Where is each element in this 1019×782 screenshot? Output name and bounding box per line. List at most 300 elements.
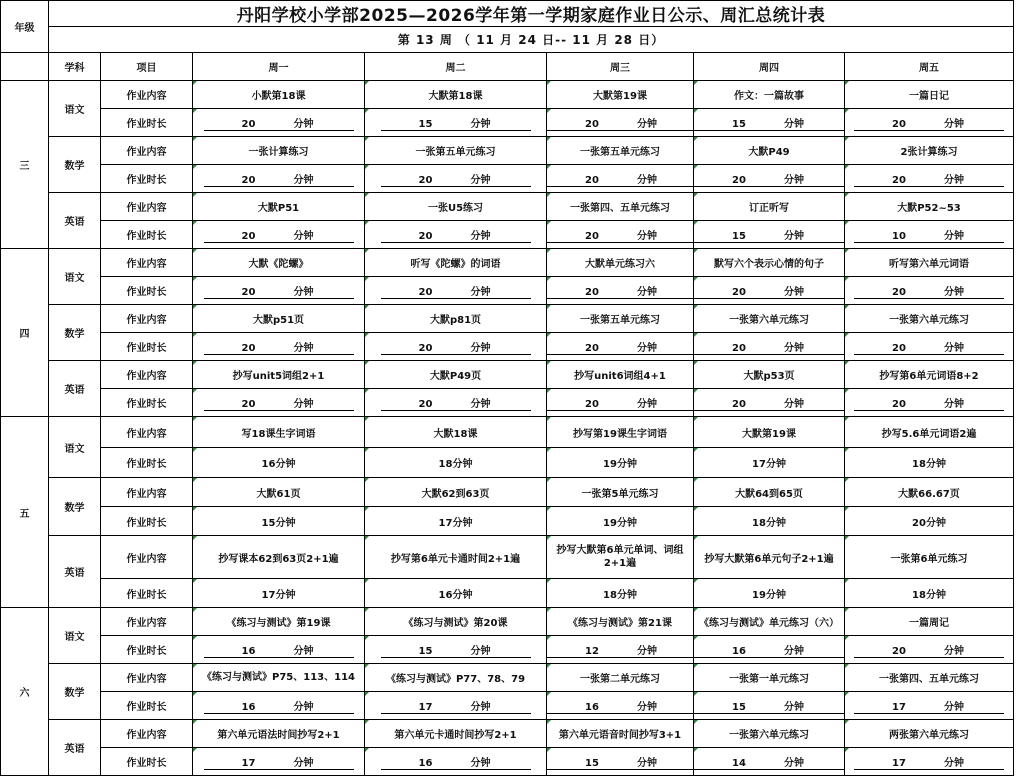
duration-value-wrap (204, 642, 354, 658)
duration-value: 20 (204, 119, 294, 131)
homework-content-fri: 抄写第6单元词语8+2 (845, 361, 1014, 389)
duration-value-wrap (204, 171, 354, 187)
table-row (1, 277, 1014, 305)
homework-duration-mon: 15分钟 (193, 507, 365, 536)
homework-content-tue: 抄写第6单元卡通时间2+1遍 (365, 536, 547, 579)
duration-value-wrap (547, 395, 694, 411)
homework-duration-fri (845, 221, 1014, 249)
subject-label: 语文 (49, 417, 101, 478)
homework-duration-thu: 17分钟 (694, 448, 845, 478)
duration-unit: 分钟 (471, 698, 531, 714)
homework-duration-wed (547, 692, 694, 720)
table-row (1, 664, 1014, 692)
duration-value: 20 (547, 119, 637, 131)
duration-value: 20 (204, 287, 294, 299)
homework-content-mon: 抄写课本62到63页2+1遍 (193, 536, 365, 579)
item-label-duration: 作业时长 (101, 109, 193, 137)
duration-unit: 分钟 (637, 642, 694, 658)
duration-value-wrap (854, 339, 1004, 355)
homework-content-wed: 抄写第19课生字词语 (547, 417, 694, 448)
duration-value-wrap (547, 171, 694, 187)
homework-duration-mon (193, 748, 365, 776)
table-row (1, 748, 1014, 776)
duration-unit: 分钟 (944, 754, 1004, 770)
duration-value: 20 (547, 231, 637, 243)
homework-duration-mon (193, 277, 365, 305)
homework-duration-wed (547, 221, 694, 249)
homework-content-tue: 大默p81页 (365, 305, 547, 333)
homework-duration-tue (365, 692, 547, 720)
subject-label: 语文 (49, 249, 101, 305)
duration-value: 20 (381, 287, 471, 299)
duration-value-wrap (204, 115, 354, 131)
homework-duration-wed (547, 165, 694, 193)
duration-value: 20 (547, 175, 637, 187)
homework-duration-tue (365, 165, 547, 193)
duration-unit: 分钟 (784, 115, 844, 131)
homework-content-thu: 作文：一篇故事 (694, 81, 845, 109)
homework-duration-tue: 16分钟 (365, 579, 547, 608)
table-row (1, 579, 1014, 608)
homework-content-fri: 一篇周记 (845, 608, 1014, 636)
item-label-content: 作业内容 (101, 608, 193, 636)
duration-value-wrap (381, 395, 531, 411)
homework-content-fri: 一张第6单元练习 (845, 536, 1014, 579)
homework-content-fri: 一篇日记 (845, 81, 1014, 109)
table-row (1, 636, 1014, 664)
duration-value: 20 (204, 231, 294, 243)
homework-content-mon: 第六单元语法时间抄写2+1 (193, 720, 365, 748)
homework-duration-mon (193, 389, 365, 417)
homework-content-wed: 一张第二单元练习 (547, 664, 694, 692)
duration-unit: 分钟 (944, 698, 1004, 714)
duration-value: 10 (854, 231, 944, 243)
item-label-duration: 作业时长 (101, 579, 193, 608)
table-row (1, 608, 1014, 636)
duration-value: 20 (204, 175, 294, 187)
homework-content-fri: 两张第六单元练习 (845, 720, 1014, 748)
subject-label: 英语 (49, 720, 101, 776)
homework-content-fri: 一张第四、五单元练习 (845, 664, 1014, 692)
homework-duration-wed (547, 333, 694, 361)
homework-duration-tue (365, 748, 547, 776)
duration-value-wrap (381, 171, 531, 187)
duration-value: 20 (854, 175, 944, 187)
homework-content-tue: 一张第五单元练习 (365, 137, 547, 165)
duration-value: 20 (854, 287, 944, 299)
duration-value: 20 (381, 399, 471, 411)
homework-duration-wed (547, 389, 694, 417)
homework-content-wed: 抄写大默第6单元单词、词组2+1遍 (547, 536, 694, 579)
duration-unit: 分钟 (944, 339, 1004, 355)
duration-value-wrap (381, 283, 531, 299)
duration-unit: 分钟 (637, 115, 694, 131)
homework-content-wed: 大默第19课 (547, 81, 694, 109)
homework-duration-wed (547, 748, 694, 776)
homework-content-wed: 抄写unit6词组4+1 (547, 361, 694, 389)
duration-value-wrap (854, 754, 1004, 770)
homework-duration-fri (845, 636, 1014, 664)
duration-unit: 分钟 (784, 642, 844, 658)
homework-duration-thu (694, 748, 845, 776)
duration-value-wrap (204, 395, 354, 411)
homework-duration-tue: 17分钟 (365, 507, 547, 536)
item-label-duration: 作业时长 (101, 692, 193, 720)
duration-value-wrap (547, 642, 694, 658)
duration-value: 20 (694, 175, 784, 187)
homework-content-thu: 一张第一单元练习 (694, 664, 845, 692)
homework-content-mon: 《练习与测试》第19课 (193, 608, 365, 636)
item-label-duration: 作业时长 (101, 389, 193, 417)
item-label-content: 作业内容 (101, 81, 193, 109)
homework-duration-thu: 19分钟 (694, 579, 845, 608)
homework-content-fri: 大默66.67页 (845, 478, 1014, 507)
duration-value-wrap (854, 115, 1004, 131)
duration-value-wrap (854, 698, 1004, 714)
homework-duration-thu (694, 277, 845, 305)
duration-unit: 分钟 (784, 283, 844, 299)
homework-content-mon: 小默第18课 (193, 81, 365, 109)
day-header-thu: 周四 (694, 53, 845, 81)
duration-unit: 分钟 (471, 642, 531, 658)
table-row (1, 692, 1014, 720)
duration-value: 20 (381, 175, 471, 187)
duration-value-wrap (694, 115, 844, 131)
duration-value-wrap (854, 395, 1004, 411)
subject-label: 数学 (49, 478, 101, 536)
item-label-content: 作业内容 (101, 361, 193, 389)
duration-value: 20 (854, 646, 944, 658)
duration-value-wrap (694, 642, 844, 658)
duration-unit: 分钟 (784, 227, 844, 243)
duration-unit: 分钟 (784, 754, 844, 770)
duration-value-wrap (547, 115, 694, 131)
duration-unit: 分钟 (294, 115, 354, 131)
duration-unit: 分钟 (471, 227, 531, 243)
duration-value-wrap (547, 754, 694, 770)
homework-content-mon: 一张计算练习 (193, 137, 365, 165)
duration-value: 20 (547, 399, 637, 411)
homework-content-thu: 一张第六单元练习 (694, 305, 845, 333)
homework-duration-thu (694, 109, 845, 137)
duration-unit: 分钟 (294, 339, 354, 355)
homework-content-tue: 一张U5练习 (365, 193, 547, 221)
homework-content-thu: 一张第六单元练习 (694, 720, 845, 748)
homework-duration-mon (193, 333, 365, 361)
duration-value-wrap (381, 754, 531, 770)
homework-content-wed: 第六单元语音时间抄写3+1 (547, 720, 694, 748)
duration-value: 17 (854, 758, 944, 770)
duration-unit: 分钟 (637, 754, 694, 770)
item-label-duration: 作业时长 (101, 221, 193, 249)
duration-value: 20 (547, 343, 637, 355)
homework-content-fri: 一张第六单元练习 (845, 305, 1014, 333)
homework-content-tue: 听写《陀螺》的词语 (365, 249, 547, 277)
duration-value: 17 (204, 758, 294, 770)
homework-content-mon: 《练习与测试》P75、113、114 (193, 664, 365, 692)
duration-unit: 分钟 (944, 642, 1004, 658)
homework-duration-thu (694, 389, 845, 417)
duration-value: 20 (854, 343, 944, 355)
homework-duration-thu (694, 636, 845, 664)
duration-unit: 分钟 (471, 283, 531, 299)
homework-content-tue: 大默18课 (365, 417, 547, 448)
table-row (1, 165, 1014, 193)
duration-value: 20 (204, 343, 294, 355)
week-label: 第 13 周 （ 11 月 24 日-- 11 月 28 日） (49, 27, 1014, 53)
duration-value: 20 (204, 399, 294, 411)
homework-content-fri: 2张计算练习 (845, 137, 1014, 165)
homework-duration-wed: 19分钟 (547, 448, 694, 478)
item-label-content: 作业内容 (101, 193, 193, 221)
homework-content-mon: 大默《陀螺》 (193, 249, 365, 277)
item-label-content: 作业内容 (101, 478, 193, 507)
homework-content-mon: 写18课生字词语 (193, 417, 365, 448)
item-label-content: 作业内容 (101, 720, 193, 748)
homework-duration-mon: 17分钟 (193, 579, 365, 608)
homework-content-wed: 大默单元练习六 (547, 249, 694, 277)
homework-duration-fri (845, 277, 1014, 305)
item-header: 项目 (101, 53, 193, 81)
duration-value: 14 (694, 758, 784, 770)
subject-label: 英语 (49, 361, 101, 417)
homework-duration-wed (547, 109, 694, 137)
homework-content-mon: 大默P51 (193, 193, 365, 221)
table-row (1, 536, 1014, 579)
homework-content-fri: 听写第六单元词语 (845, 249, 1014, 277)
duration-value-wrap (694, 395, 844, 411)
duration-unit: 分钟 (294, 642, 354, 658)
homework-content-thu: 大默第19课 (694, 417, 845, 448)
grade-label: 六 (1, 608, 49, 776)
item-label-duration: 作业时长 (101, 636, 193, 664)
homework-duration-thu (694, 221, 845, 249)
duration-value: 15 (547, 758, 637, 770)
homework-duration-wed (547, 277, 694, 305)
duration-value: 15 (694, 231, 784, 243)
duration-unit: 分钟 (294, 698, 354, 714)
duration-value: 20 (854, 399, 944, 411)
item-label-duration: 作业时长 (101, 277, 193, 305)
duration-unit: 分钟 (294, 283, 354, 299)
table-row (1, 333, 1014, 361)
duration-value: 15 (381, 646, 471, 658)
duration-value-wrap (694, 227, 844, 243)
duration-unit: 分钟 (294, 227, 354, 243)
homework-duration-thu: 18分钟 (694, 507, 845, 536)
duration-unit: 分钟 (294, 171, 354, 187)
duration-unit: 分钟 (784, 395, 844, 411)
table-row (1, 478, 1014, 507)
homework-content-wed: 一张第五单元练习 (547, 305, 694, 333)
homework-duration-tue: 18分钟 (365, 448, 547, 478)
duration-value-wrap (204, 227, 354, 243)
homework-content-fri: 大默P52~53 (845, 193, 1014, 221)
subject-label: 英语 (49, 536, 101, 608)
homework-content-thu: 默写六个表示心情的句子 (694, 249, 845, 277)
table-row (1, 417, 1014, 448)
duration-unit: 分钟 (784, 339, 844, 355)
duration-value-wrap (204, 339, 354, 355)
homework-content-tue: 大默P49页 (365, 361, 547, 389)
homework-content-mon: 大默p51页 (193, 305, 365, 333)
duration-value: 15 (694, 119, 784, 131)
duration-value: 20 (694, 287, 784, 299)
homework-content-wed: 一张第四、五单元练习 (547, 193, 694, 221)
duration-value-wrap (381, 227, 531, 243)
duration-value-wrap (204, 698, 354, 714)
homework-content-mon: 抄写unit5词组2+1 (193, 361, 365, 389)
table-row (1, 507, 1014, 536)
duration-value: 17 (381, 702, 471, 714)
homework-duration-tue (365, 636, 547, 664)
duration-value-wrap (694, 339, 844, 355)
homework-duration-fri (845, 389, 1014, 417)
item-label-content: 作业内容 (101, 249, 193, 277)
table-row (1, 193, 1014, 221)
homework-content-wed: 《练习与测试》第21课 (547, 608, 694, 636)
homework-duration-wed: 19分钟 (547, 507, 694, 536)
homework-content-tue: 第六单元卡通时间抄写2+1 (365, 720, 547, 748)
duration-value: 16 (547, 702, 637, 714)
item-label-content: 作业内容 (101, 305, 193, 333)
homework-duration-fri: 18分钟 (845, 448, 1014, 478)
homework-duration-fri (845, 109, 1014, 137)
duration-value: 12 (547, 646, 637, 658)
homework-content-wed: 一张第5单元练习 (547, 478, 694, 507)
subject-label: 数学 (49, 305, 101, 361)
duration-value-wrap (381, 642, 531, 658)
item-label-duration: 作业时长 (101, 448, 193, 478)
homework-duration-tue (365, 221, 547, 249)
homework-content-thu: 订正听写 (694, 193, 845, 221)
homework-duration-thu (694, 165, 845, 193)
duration-unit: 分钟 (944, 171, 1004, 187)
duration-unit: 分钟 (294, 395, 354, 411)
duration-value-wrap (854, 642, 1004, 658)
duration-unit: 分钟 (637, 227, 694, 243)
duration-value-wrap (381, 115, 531, 131)
duration-value-wrap (547, 698, 694, 714)
day-header-fri: 周五 (845, 53, 1014, 81)
duration-value-wrap (694, 698, 844, 714)
duration-value: 16 (381, 758, 471, 770)
homework-duration-tue (365, 277, 547, 305)
duration-unit: 分钟 (784, 171, 844, 187)
table-row (1, 137, 1014, 165)
homework-duration-fri (845, 165, 1014, 193)
duration-value: 16 (204, 702, 294, 714)
duration-unit: 分钟 (471, 339, 531, 355)
table-row (1, 109, 1014, 137)
table-row (1, 221, 1014, 249)
duration-value-wrap (547, 227, 694, 243)
homework-content-tue: 《练习与测试》第20课 (365, 608, 547, 636)
duration-unit: 分钟 (944, 395, 1004, 411)
item-label-content: 作业内容 (101, 536, 193, 579)
duration-value-wrap (694, 283, 844, 299)
table-row (1, 389, 1014, 417)
duration-value-wrap (694, 754, 844, 770)
homework-content-thu: 大默p53页 (694, 361, 845, 389)
item-label-content: 作业内容 (101, 664, 193, 692)
day-header-mon: 周一 (193, 53, 365, 81)
homework-duration-fri: 18分钟 (845, 579, 1014, 608)
homework-duration-mon (193, 692, 365, 720)
homework-content-thu: 《练习与测试》单元练习（六） (694, 608, 845, 636)
duration-value: 15 (381, 119, 471, 131)
duration-value: 16 (694, 646, 784, 658)
duration-value-wrap (204, 283, 354, 299)
duration-unit: 分钟 (637, 395, 694, 411)
duration-value-wrap (547, 339, 694, 355)
duration-unit: 分钟 (944, 227, 1004, 243)
grade-label: 四 (1, 249, 49, 417)
duration-value-wrap (854, 171, 1004, 187)
duration-value-wrap (854, 283, 1004, 299)
table-row (1, 305, 1014, 333)
duration-value: 17 (854, 702, 944, 714)
duration-unit: 分钟 (471, 115, 531, 131)
homework-content-fri: 抄写5.6单元词语2遍 (845, 417, 1014, 448)
homework-duration-fri (845, 748, 1014, 776)
duration-unit: 分钟 (784, 698, 844, 714)
duration-unit: 分钟 (944, 115, 1004, 131)
table-row (1, 361, 1014, 389)
duration-value-wrap (547, 283, 694, 299)
item-label-duration: 作业时长 (101, 748, 193, 776)
subject-label: 语文 (49, 608, 101, 664)
homework-duration-mon (193, 636, 365, 664)
homework-content-wed: 一张第五单元练习 (547, 137, 694, 165)
subject-label: 语文 (49, 81, 101, 137)
duration-unit: 分钟 (637, 283, 694, 299)
homework-duration-wed: 18分钟 (547, 579, 694, 608)
homework-duration-fri (845, 333, 1014, 361)
homework-duration-wed (547, 636, 694, 664)
homework-duration-fri: 20分钟 (845, 507, 1014, 536)
sheet-title: 丹阳学校小学部2025—2026学年第一学期家庭作业日公示、周汇总统计表 (49, 1, 1014, 27)
table-row (1, 81, 1014, 109)
homework-content-mon: 大默61页 (193, 478, 365, 507)
subject-label: 数学 (49, 137, 101, 193)
item-label-duration: 作业时长 (101, 333, 193, 361)
homework-duration-tue (365, 389, 547, 417)
grade-label: 五 (1, 417, 49, 608)
item-label-duration: 作业时长 (101, 507, 193, 536)
homework-duration-thu (694, 333, 845, 361)
duration-value: 20 (694, 343, 784, 355)
homework-duration-mon (193, 109, 365, 137)
duration-value: 16 (204, 646, 294, 658)
duration-value-wrap (381, 698, 531, 714)
duration-value: 20 (547, 287, 637, 299)
duration-unit: 分钟 (294, 754, 354, 770)
duration-value: 15 (694, 702, 784, 714)
subject-label: 英语 (49, 193, 101, 249)
duration-value: 20 (694, 399, 784, 411)
duration-unit: 分钟 (637, 698, 694, 714)
homework-duration-mon: 16分钟 (193, 448, 365, 478)
grade-header: 年级 (1, 1, 49, 53)
duration-value: 20 (381, 231, 471, 243)
grade-header-spacer (1, 53, 49, 81)
homework-duration-fri (845, 692, 1014, 720)
item-label-content: 作业内容 (101, 137, 193, 165)
item-label-content: 作业内容 (101, 417, 193, 448)
homework-content-thu: 大默P49 (694, 137, 845, 165)
duration-value-wrap (854, 227, 1004, 243)
